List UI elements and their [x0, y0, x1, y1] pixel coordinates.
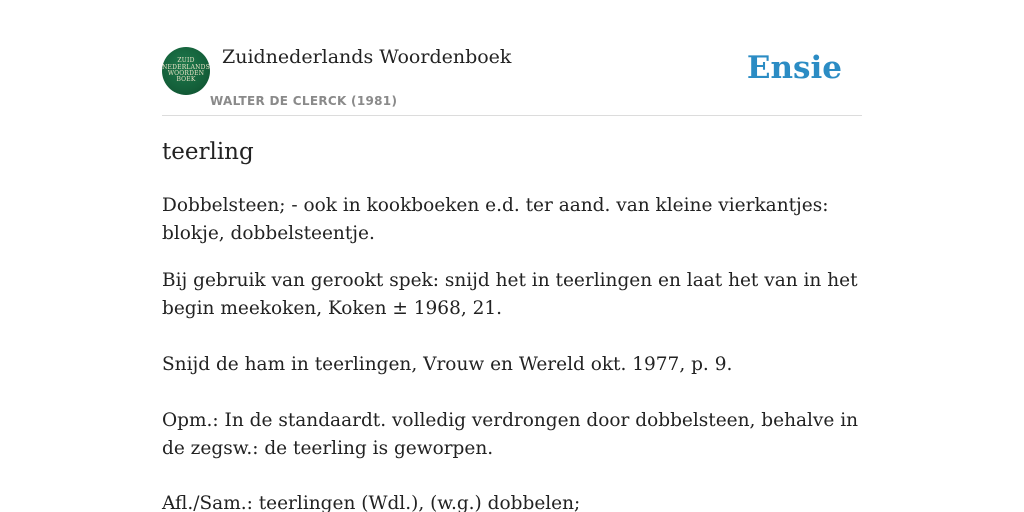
logo-text-line: WOORDEN: [167, 70, 205, 77]
entry-example: Snijd de ham in teerlingen, Vrouw en Wereld okt. 1977, p. 9.: [162, 354, 733, 375]
dictionary-logo[interactable]: [162, 47, 210, 95]
logo-text-line: NEDERLANDS: [162, 63, 210, 71]
dictionary-author: WALTER DE CLERCK (1981): [210, 94, 398, 108]
content-container: [162, 0, 862, 512]
ensie-brand-link[interactable]: Ensie: [746, 50, 842, 86]
entry-note: Opm.: In de standaardt. volledig verdrongen door dobbelsteen, behalve in de zegsw.: de teerling is geworpen.: [162, 410, 859, 459]
logo-text-line: ZUID: [177, 57, 195, 65]
entry-definition: Dobbelsteen; - ook in kookboeken e.d. ter aand. van kleine vierkantjes: blokje, dobbelsteentje.: [162, 195, 829, 244]
entry-derivations: Afl./Sam.: teerlingen (Wdl.), (w.g.) dobbelen;: [162, 493, 581, 512]
entry-headword: teerling: [162, 139, 254, 165]
logo-text-line: BOEK: [176, 76, 196, 84]
dictionary-title[interactable]: Zuidnederlands Woordenboek: [222, 46, 512, 68]
entry-example: Bij gebruik van gerookt spek: snijd het in teerlingen en laat het van in het begin meekoken, Koken ± 1968, 21.: [162, 270, 858, 319]
dictionary-header: [162, 0, 862, 116]
